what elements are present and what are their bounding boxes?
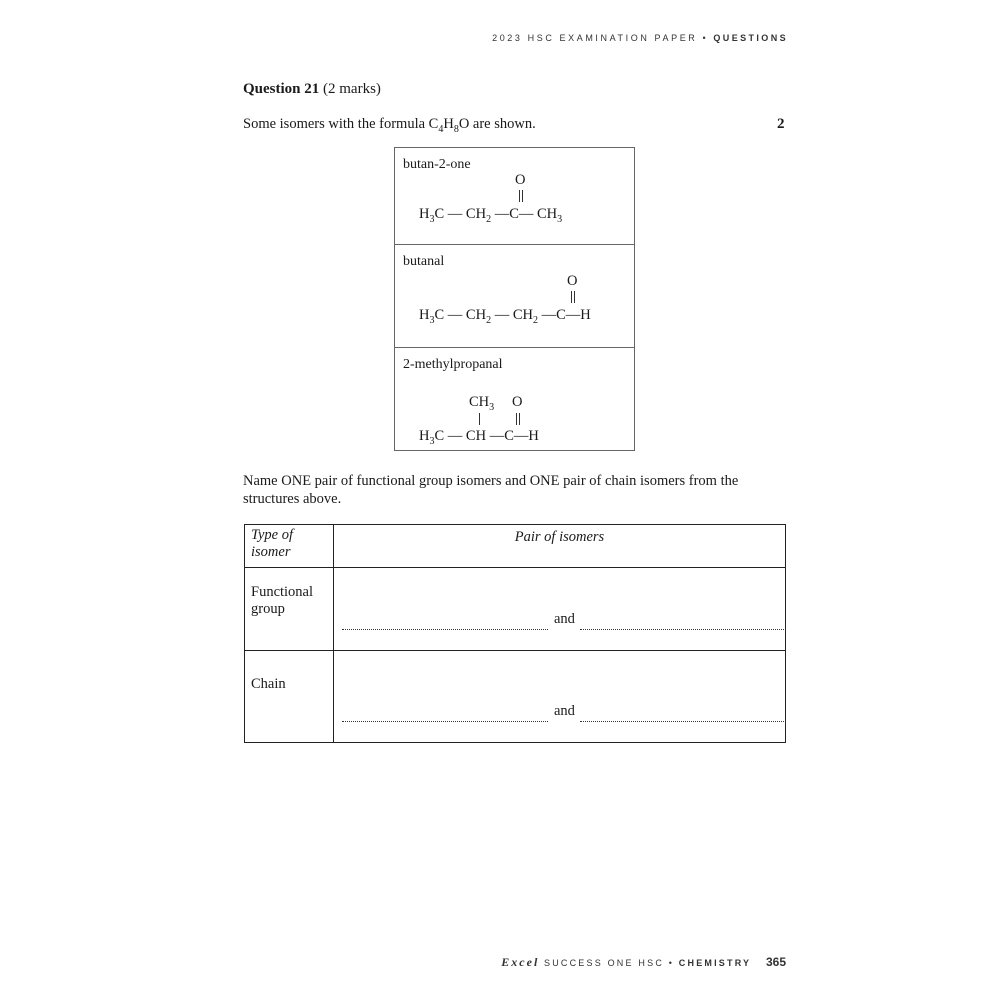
formula-subscript-c: 4 <box>438 123 444 135</box>
page-number: 365 <box>765 955 786 969</box>
table-header-row <box>245 525 786 568</box>
page-footer <box>501 955 786 970</box>
answer-cell-chain <box>334 651 786 743</box>
structure-cell-butan-2-one <box>395 148 634 245</box>
row-label-chain: Chain <box>245 651 334 743</box>
structures-box <box>394 147 635 451</box>
question-label: Question 21 <box>243 81 320 97</box>
answer-line-first-isomer[interactable] <box>342 629 548 630</box>
structure-cell-butanal <box>395 245 634 348</box>
structure-name: butan-2-one <box>403 157 471 172</box>
footer-series: SUCCESS ONE HSC <box>544 958 665 968</box>
running-title: 2023 HSC EXAMINATION PAPER <box>492 33 698 43</box>
double-bond <box>571 291 575 303</box>
single-bond <box>479 413 480 425</box>
structure-formula: $H_3C$ — CH —C—H <box>419 428 539 447</box>
structure-formula: $H_3C$ — $CH_2$ —C— $CH_3$ <box>419 206 563 225</box>
running-section: QUESTIONS <box>713 33 788 43</box>
oxygen-atom: O <box>512 394 523 410</box>
question-title <box>243 81 381 98</box>
structure-formula: $H_3C$ — $CH_2$ — $CH_2$ —C—H <box>419 307 591 326</box>
prompt-text: Some isomers with the formula C <box>243 116 439 132</box>
header-pair-of-isomers: Pair of isomers <box>334 525 786 568</box>
and-word: and <box>554 703 575 719</box>
prompt-text-end: O are shown. <box>458 116 536 132</box>
oxygen-atom: O <box>567 273 578 289</box>
double-bond <box>516 413 520 425</box>
and-word: and <box>554 611 575 627</box>
structure-name: 2-methylpropanal <box>403 357 503 372</box>
instruction-text: Name ONE pair of functional group isomers and ONE pair of chain isomers from the structures above. <box>243 473 739 507</box>
answer-table <box>244 524 786 743</box>
answer-cell-functional-group <box>334 568 786 651</box>
formula-h: H <box>443 116 454 132</box>
question-marks-text: (2 marks) <box>323 81 381 97</box>
question-prompt <box>243 116 536 135</box>
methyl-group: $CH_3$ <box>469 394 495 413</box>
formula-subscript-h: 8 <box>453 123 459 135</box>
answer-line-second-isomer[interactable] <box>580 629 786 630</box>
row-label-functional-group: Functional group <box>245 568 334 651</box>
footer-separator: • <box>668 958 675 968</box>
header-separator: • <box>702 33 709 43</box>
structure-cell-2-methylpropanal <box>395 348 634 450</box>
header-type-of-isomer: Type of isomer <box>245 525 334 568</box>
structure-name: butanal <box>403 254 445 269</box>
footer-subject: CHEMISTRY <box>678 958 752 968</box>
footer-brand: Excel <box>501 955 540 969</box>
table-row <box>245 651 786 743</box>
answer-line-second-isomer[interactable] <box>580 721 786 722</box>
answer-line-first-isomer[interactable] <box>342 721 548 722</box>
running-header <box>492 33 788 43</box>
table-row <box>245 568 786 651</box>
double-bond <box>519 190 523 202</box>
marks-value: 2 <box>777 116 785 132</box>
oxygen-atom: O <box>515 172 526 188</box>
